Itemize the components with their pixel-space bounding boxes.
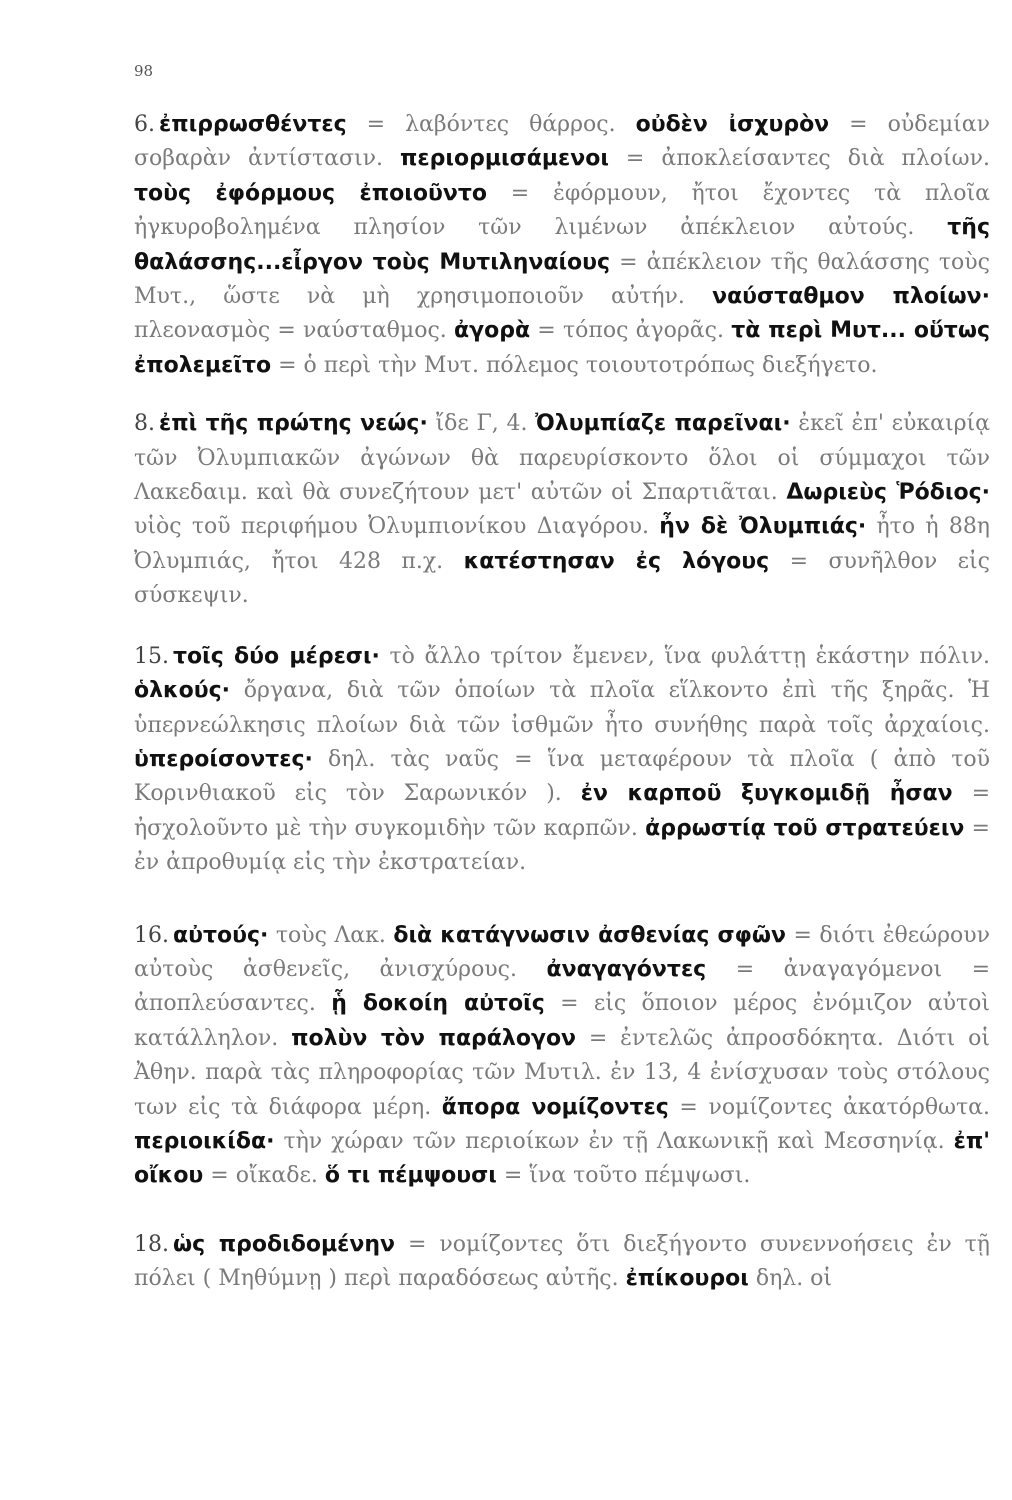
lemma: τὰ περὶ Μυτ... οὕτως ἐπολεμεῖτο <box>134 318 990 378</box>
gloss: = ἐν ἀπροθυμίᾳ εἰς τὴν ἐκστρατείαν. <box>134 815 990 876</box>
lemma: ἄπορα νομίζοντες <box>441 1094 669 1120</box>
lemma: κατέστησαν ἐς λόγους <box>463 548 770 574</box>
gloss: υἱὸς τοῦ περιφήμου Ὀλυμπιονίκου Διαγόρου. <box>134 514 660 540</box>
gloss: = ἠσχολοῦντο μὲ τὴν συγκομιδὴν τῶν καρπῶν. <box>134 781 991 841</box>
lemma: περιοικίδα· <box>134 1128 275 1154</box>
lemma: αὐτούς· <box>173 922 269 948</box>
gloss: πλεονασμὸς = ναύσταθμος. <box>134 318 454 344</box>
gloss: = διότι ἐθεώρουν αὐτοὺς ἀσθενεῖς, ἀνισχύρους. <box>134 922 991 982</box>
gloss: = ἀναγαγόμενοι = ἀποπλεύσαντες. <box>134 956 990 1017</box>
lemma: ὅ τι πέμψουσι <box>324 1163 497 1189</box>
gloss: τοὺς Λακ. <box>268 922 394 948</box>
note-paragraph-8 <box>134 407 990 613</box>
lemma: τοῖς δύο μέρεσι· <box>173 643 380 669</box>
gloss: = εἰς ὅποιον μέρος ἐνόμιζον αὐτοὶ κατάλληλον. <box>134 991 990 1051</box>
page-number: 98 <box>134 62 154 80</box>
gloss: = οὐδεμίαν σοβαρὰν ἀντίστασιν. <box>134 112 990 172</box>
lemma: ἐν καρποῦ ξυγκομιδῇ ἦσαν <box>580 781 953 807</box>
paragraph-number: 18. <box>134 1231 169 1257</box>
lemma: ἐπ' οἴκου <box>134 1128 990 1189</box>
lemma: ναύσταθμον πλοίων· <box>712 284 991 310</box>
gloss: = ὁ περὶ τὴν Μυτ. πόλεμος τοιουτοτρόπως διεξήγετο. <box>271 352 878 378</box>
lemma: περιορμισάμενοι <box>400 146 609 172</box>
lemma: Ὀλυμπίαζε παρεῖναι· <box>535 411 791 437</box>
paragraph-number: 16. <box>134 922 169 948</box>
lemma: πολὺν τὸν παράλογον <box>291 1025 577 1051</box>
lemma: ἀρρωστίᾳ τοῦ στρατεύειν <box>645 815 965 841</box>
gloss: = τόπος ἀγορᾶς. <box>530 318 732 344</box>
gloss: = οἴκαδε. <box>203 1163 325 1189</box>
lemma: τῆς θαλάσσης...εἶργον τοὺς Μυτιληναίους <box>134 215 990 275</box>
gloss: τὸ ἄλλο τρίτον ἔμενεν, ἵνα φυλάττῃ ἑκάστην πόλιν. <box>379 643 991 669</box>
note-paragraph-15 <box>134 640 990 881</box>
gloss: = νομίζοντες ὅτι διεξήγοντο συνεννοήσεις ἐν τῇ πόλει ( Μηθύμνῃ ) περὶ παραδόσεως αὐτῆς. <box>134 1231 990 1292</box>
gloss: δηλ. τὰς ναῦς = ἵνα μεταφέρουν τὰ πλοῖα ( ἀπὸ τοῦ Κορινθιακοῦ εἰς τὸν Σαρωνικόν ). <box>134 746 990 807</box>
note-paragraph-6 <box>134 108 990 383</box>
gloss: = λαβόντες θάρρος. <box>346 112 636 137</box>
gloss: ἦτο ἡ 88η Ὀλυμπιάς, ἤτοι 428 π.χ. <box>134 514 990 574</box>
note-paragraph-18 <box>134 1228 990 1297</box>
lemma: ἐπιρρωσθέντες <box>159 112 347 137</box>
lemma: ἐπίκουροι <box>625 1266 749 1292</box>
gloss: ὄργανα, διὰ τῶν ὁποίων τὰ πλοῖα εἵλκοντο ἐπὶ τῆς ξηρᾶς. Ἡ ὑπερνεώλκησις πλοίων διὰ τῶν ἰσθμῶν ἦτο συνήθης παρὰ τοῖς ἀρχαίοις. <box>134 678 990 738</box>
lemma: τοὺς ἐφόρμους ἐποιοῦντο <box>134 180 487 206</box>
lemma: ᾗ δοκοίη αὐτοῖς <box>331 991 545 1017</box>
lemma: ὑπεροίσοντες· <box>134 746 313 772</box>
lemma: οὐδὲν ἰσχυρὸν <box>635 112 830 137</box>
lemma: ἀναγαγόντες <box>546 956 707 982</box>
paragraph-number: 15. <box>134 643 169 669</box>
gloss: = ἀπέκλειον τῆς θαλάσσης τοὺς Μυτ., ὥστε νὰ μὴ χρησιμοποιοῦν αὐτήν. <box>134 249 990 310</box>
gloss: = συνῆλθον εἰς σύσκεψιν. <box>134 548 991 609</box>
note-paragraph-16 <box>134 919 990 1194</box>
lemma: ὁλκούς· <box>134 678 231 704</box>
gloss: = ἀποκλείσαντες διὰ πλοίων. <box>608 146 990 172</box>
lemma: ὡς προδιδομένην <box>173 1231 396 1257</box>
gloss: ἐκεῖ ἐπ' εὐκαιρίᾳ τῶν Ὀλυμπιακῶν ἀγώνων θὰ παρευρίσκοντο ὅλοι οἱ σύμμαχοι τῶν Λακεδαιμ. καὶ θὰ συνεζήτουν μετ' αὐτῶν οἱ Σπαρτιᾶται. <box>134 411 990 506</box>
paragraph-number: 8. <box>134 411 155 437</box>
lemma: ἐπὶ τῆς πρώτης νεώς· <box>159 411 428 437</box>
gloss: = ἐντελῶς ἀπροσδόκητα. Διότι οἱ Ἀθην. παρὰ τὰς πληροφορίας τῶν Μυτιλ. ἐν 13, 4 ἐνίσχυσαν τοὺς στόλους των εἰς τὰ διάφορα μέρη. <box>134 1025 991 1120</box>
lemma: ἀγορὰ <box>454 318 531 344</box>
commentary-body <box>134 108 990 1297</box>
gloss: = ἵνα τοῦτο πέμψωσι. <box>496 1163 751 1189</box>
lemma: διὰ κατάγνωσιν ἀσθενίας σφῶν <box>393 922 786 948</box>
gloss: = νομίζοντες ἀκατόρθωτα. <box>668 1094 991 1120</box>
gloss: = ἐφόρμουν, ἤτοι ἔχοντες τὰ πλοῖα ἠγκυροβολημένα πλησίον τῶν λιμένων ἀπέκλειον αὐτούς. <box>134 180 990 241</box>
gloss: ἴδε Γ, 4. <box>427 411 536 437</box>
gloss: τὴν χώραν τῶν περιοίκων ἐν τῇ Λακωνικῇ καὶ Μεσσηνίᾳ. <box>274 1128 954 1154</box>
lemma: ἦν δὲ Ὀλυμπιάς· <box>659 514 867 540</box>
lemma: Δωριεὺς Ῥόδιος· <box>786 480 990 506</box>
paragraph-number: 6. <box>134 112 155 137</box>
gloss: δηλ. οἱ <box>748 1266 833 1292</box>
